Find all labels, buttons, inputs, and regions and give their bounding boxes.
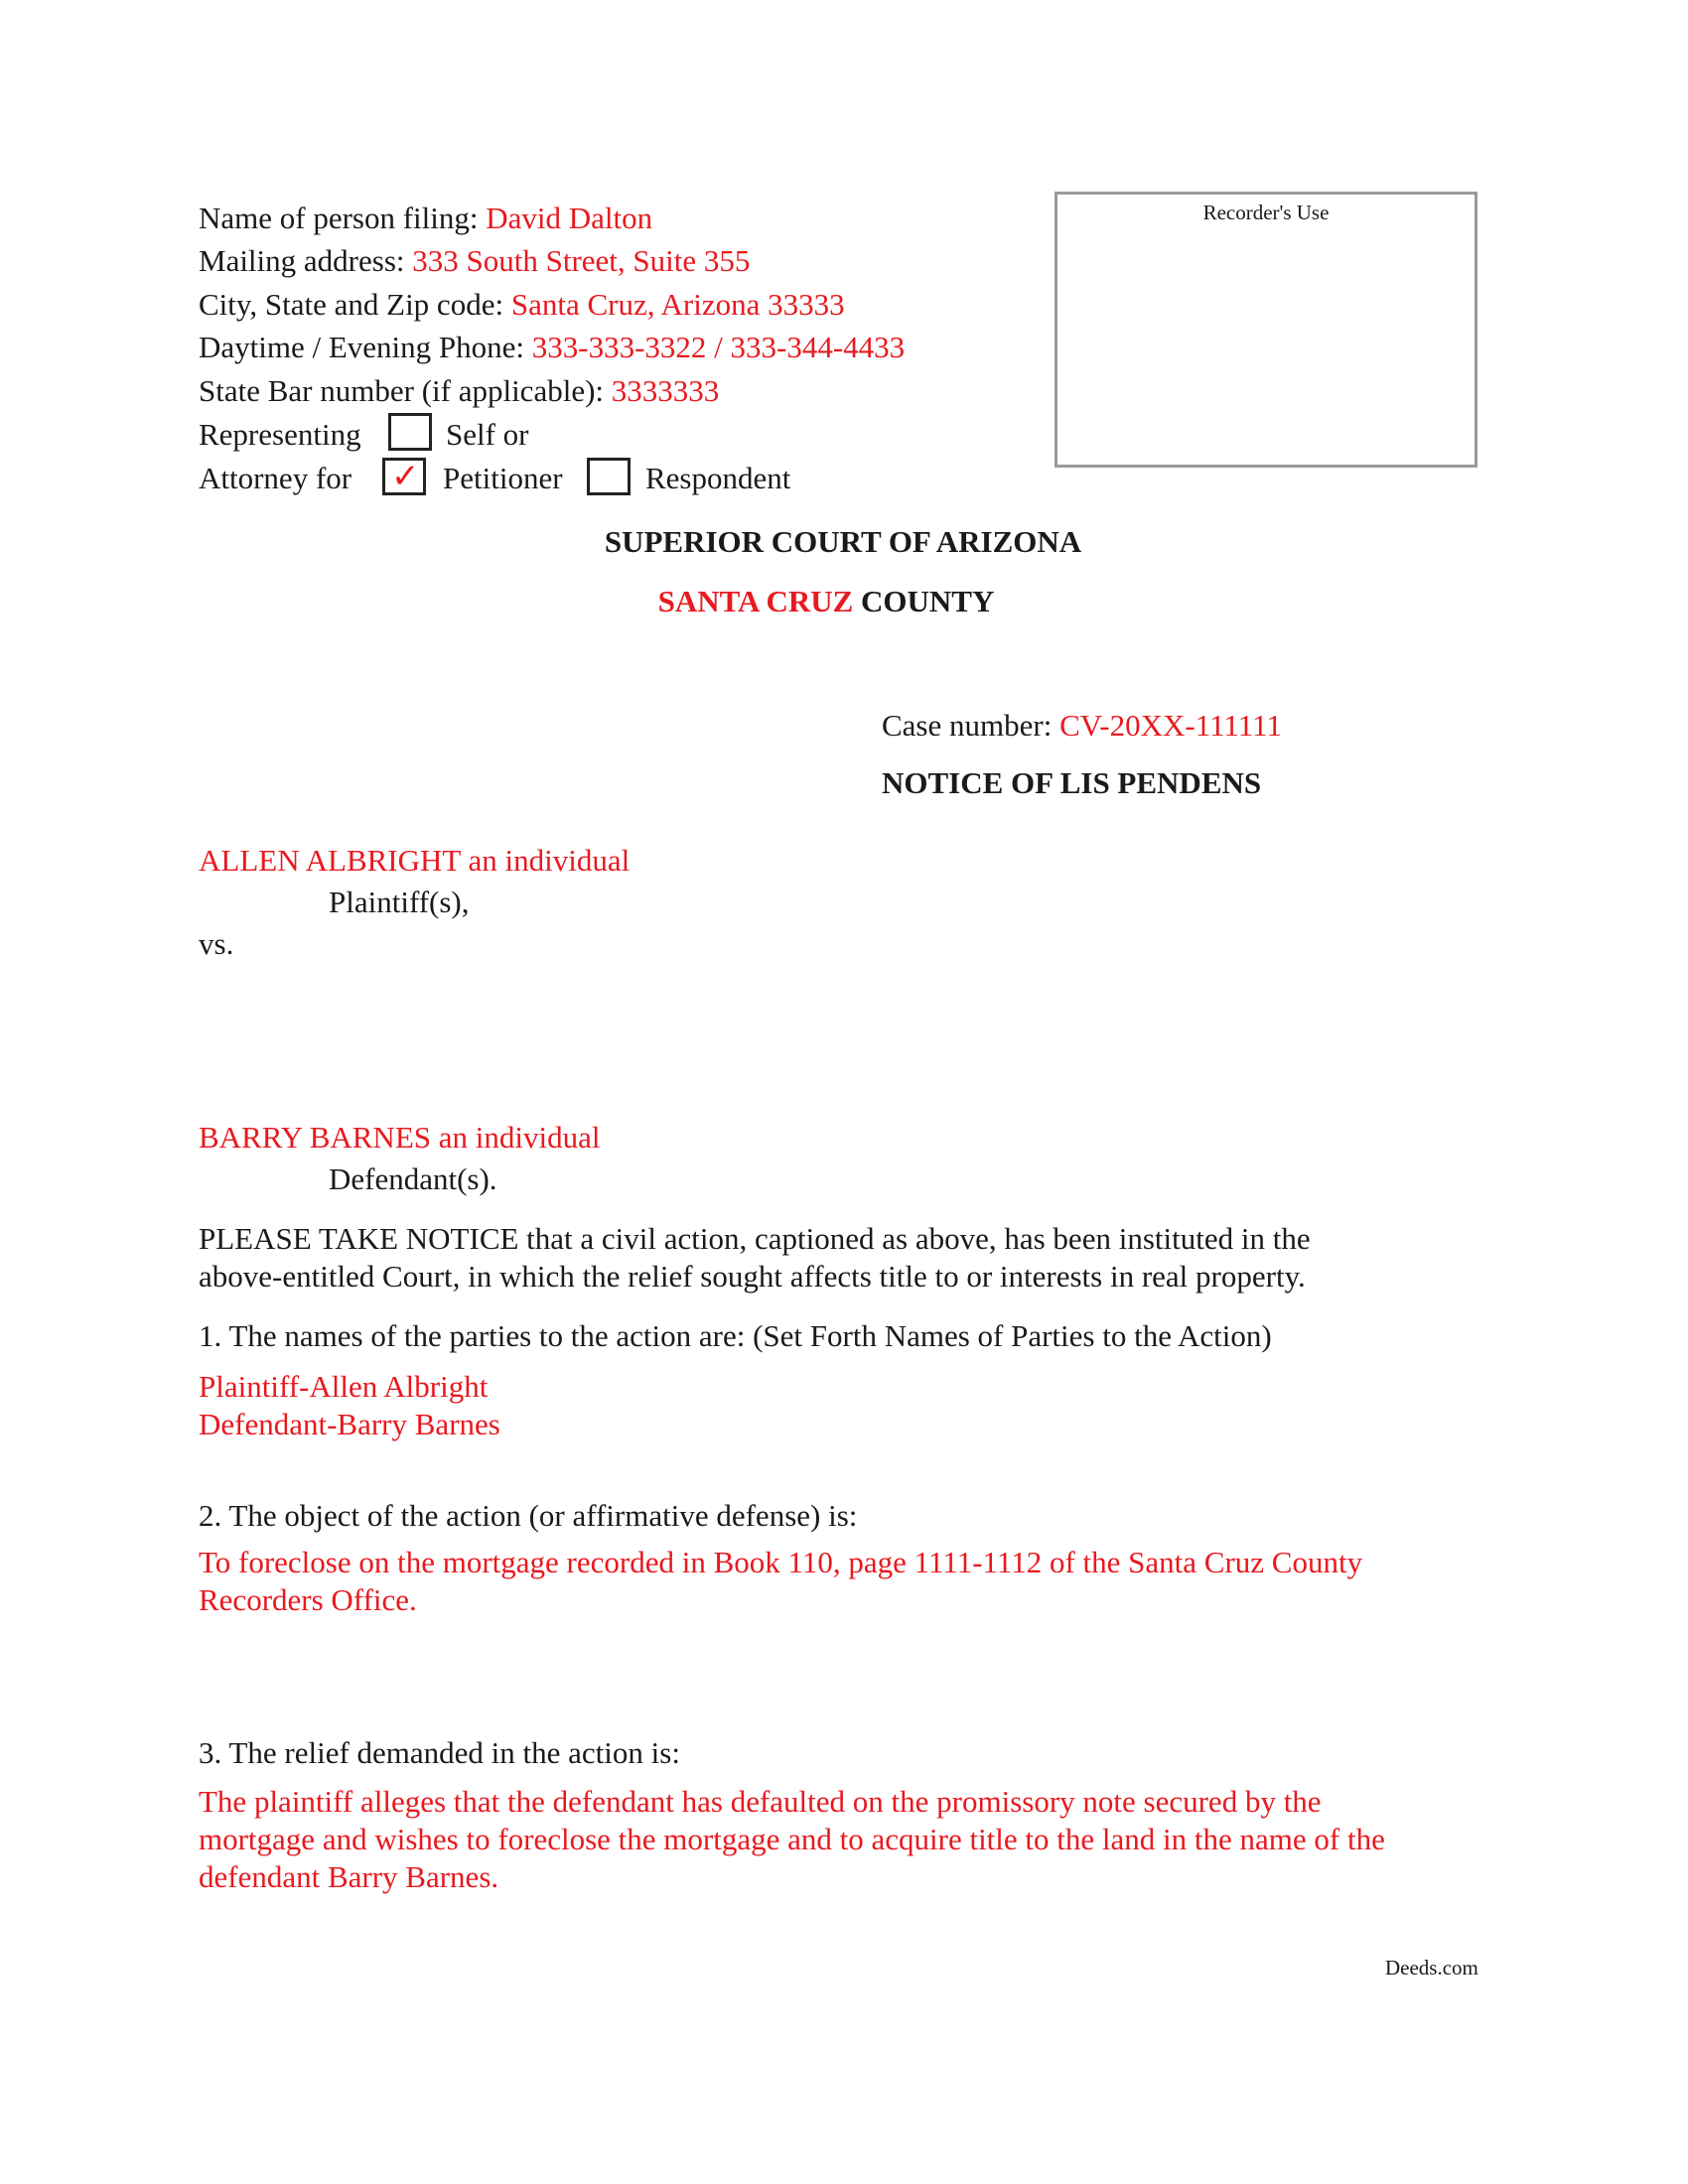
case-number-value: CV-20XX-111111 [1059,708,1282,743]
footer-brand: Deeds.com [1385,1956,1478,1979]
self-label: Self or [446,417,529,452]
representing-label: Representing [199,417,361,452]
document-title: NOTICE OF LIS PENDENS [882,765,1262,800]
notice-line-2: above-entitled Court, in which the relief sought affects title to or interests in real property. [199,1259,1306,1294]
self-checkbox[interactable] [388,413,432,451]
item-2-line-1: To foreclose on the mortgage recorded in Book 110, page 1111-1112 of the Santa Cruz County [199,1545,1363,1579]
item-2-line-2: Recorders Office. [199,1582,417,1617]
item-3-line-3: defendant Barry Barnes. [199,1859,499,1894]
city-label: City, State and Zip code: [199,287,511,322]
item-3-line-2: mortgage and wishes to foreclose the mortgage and to acquire title to the land in the name of the [199,1822,1385,1856]
county-row [0,584,1652,619]
defendant-role: Defendant(s). [329,1161,497,1196]
mailing-address-line [199,243,750,279]
court-title: SUPERIOR COURT OF ARIZONA [604,524,1082,559]
bar-number-value: 3333333 [611,373,720,408]
bar-number-label: State Bar number (if applicable): [199,373,612,408]
plaintiff-role: Plaintiff(s), [329,885,470,919]
plaintiff-name: ALLEN ALBRIGHT an individual [199,843,631,878]
case-number-label: Case number: [882,708,1060,743]
defendant-name: BARRY BARNES an individual [199,1120,601,1155]
respondent-checkbox[interactable] [587,458,631,495]
bar-number-line [199,373,719,409]
item-3-line-1: The plaintiff alleges that the defendant has defaulted on the promissory note secured by the [199,1784,1322,1819]
mailing-address-value: 333 South Street, Suite 355 [412,243,751,278]
item-2-heading: 2. The object of the action (or affirmative defense) is: [199,1498,858,1533]
case-number-line [882,708,1282,744]
filer-name-line [199,201,652,236]
vs-label: vs. [199,926,234,961]
check-mark-icon: ✓ [391,457,420,496]
item-1-plaintiff: Plaintiff-Allen Albright [199,1369,489,1404]
item-1-heading: 1. The names of the parties to the action are: (Set Forth Names of Parties to the Action) [199,1318,1272,1353]
petitioner-checkbox[interactable] [382,458,426,495]
petitioner-label: Petitioner [443,461,563,495]
county-name: SANTA CRUZ [657,584,854,618]
filer-name-value: David Dalton [486,201,653,235]
mailing-address-label: Mailing address: [199,243,413,278]
item-3-heading: 3. The relief demanded in the action is: [199,1735,680,1770]
phone-line [199,330,905,365]
recorders-use-label: Recorder's Use [1202,201,1330,224]
filer-name-label: Name of person filing: [199,201,487,235]
attorney-label: Attorney for [199,461,352,495]
notice-line-1: PLEASE TAKE NOTICE that a civil action, captioned as above, has been instituted in the [199,1221,1311,1256]
phone-value: 333-333-3322 / 333-344-4433 [531,330,906,364]
item-1-defendant: Defendant-Barry Barnes [199,1407,500,1441]
city-line [199,287,845,323]
recorders-use-box [1055,192,1477,468]
respondent-label: Respondent [645,461,791,495]
phone-label: Daytime / Evening Phone: [199,330,532,364]
city-value: Santa Cruz, Arizona 33333 [510,287,845,322]
county-word: COUNTY [853,584,995,618]
court-title-row [0,524,1688,560]
